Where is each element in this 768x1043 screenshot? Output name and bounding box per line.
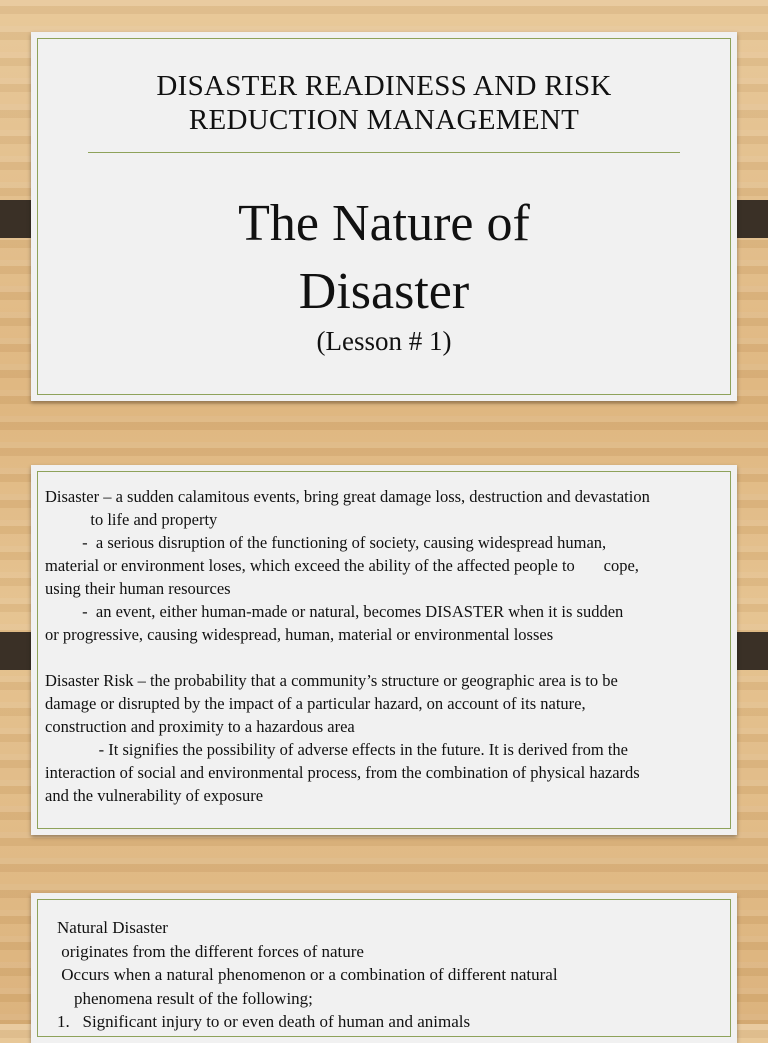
course-heading-line: REDUCTION MANAGEMENT — [188, 104, 580, 136]
lesson-number: (Lesson # 1) — [316, 326, 452, 356]
body-line: - It signifies the possibility of adverse effects in the future. It is derived from the — [45, 740, 629, 759]
body-line: construction and proximity to a hazardous area — [45, 717, 355, 736]
body-line: Disaster Risk – the probability that a community’s structure or geographic area is to be — [45, 671, 618, 690]
lesson-title-line: Disaster — [298, 263, 470, 320]
body-line: damage or disrupted by the impact of a particular hazard, on account of its nature, — [45, 694, 586, 713]
course-heading — [31, 69, 737, 137]
slide-natural-disaster[interactable] — [31, 893, 737, 1043]
lesson-title-line: The Nature of — [238, 195, 530, 252]
body-line: - a serious disruption of the functioning of society, causing widespread human, — [45, 533, 607, 552]
course-heading-line: DISASTER READINESS AND RISK — [156, 70, 612, 102]
body-line: material or environment loses, which exceed the ability of the affected people to cope, — [45, 556, 639, 575]
slide-definitions[interactable] — [31, 465, 737, 835]
bullet-continuation: phenomena result of the following; — [57, 988, 313, 1008]
body-line: or progressive, causing widespread, human, material or environmental losses — [45, 625, 554, 644]
numbered-item: 1. Significant injury to or even death of human and animals — [57, 1012, 471, 1031]
lesson-title — [31, 190, 737, 326]
body-line: interaction of social and environmental process, from the combination of physical hazards — [45, 763, 640, 782]
body-line: Disaster – a sudden calamitous events, bring great damage loss, destruction and devastation — [45, 487, 650, 506]
body-line — [45, 646, 729, 669]
body-line: and the vulnerability of exposure — [45, 786, 264, 805]
bullet-item: Occurs when a natural phenomenon or a combination of different natural — [57, 965, 558, 984]
bullet-item: originates from the different forces of nature — [57, 941, 364, 961]
natural-disaster-body — [57, 916, 727, 1034]
body-line: - an event, either human-made or natural, becomes DISASTER when it is sudden — [45, 602, 624, 621]
slide-title[interactable] — [31, 32, 737, 401]
definitions-body — [45, 485, 729, 807]
body-line: using their human resources — [45, 579, 231, 598]
body-line: to life and property — [45, 510, 218, 529]
heading-divider — [88, 152, 680, 153]
section-heading: Natural Disaster — [57, 918, 168, 937]
